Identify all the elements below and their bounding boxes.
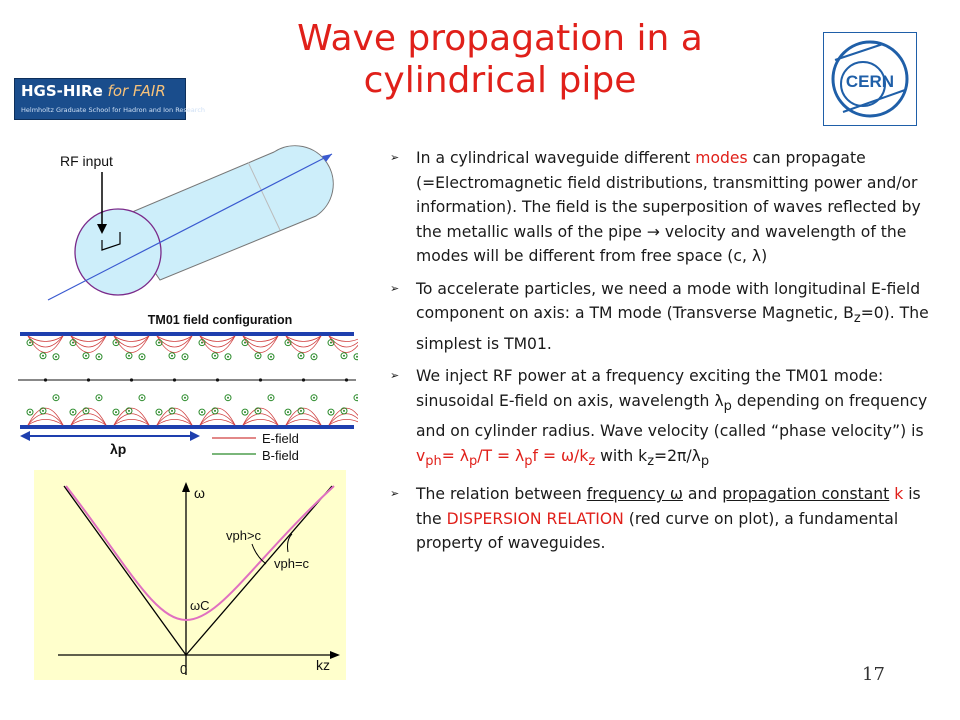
subscript: p xyxy=(723,398,732,414)
b-field-dot xyxy=(257,355,259,357)
b-field-dot xyxy=(128,355,130,357)
axis-field-dot xyxy=(173,378,176,381)
title-line-2: cylindrical pipe xyxy=(363,60,637,101)
bullet-arrow-icon: ➢ xyxy=(390,487,400,501)
e-field-label: E-field xyxy=(262,431,299,446)
axis-field-dot xyxy=(302,378,305,381)
omega-axis-label: ω xyxy=(194,485,205,501)
cern-logo xyxy=(823,32,917,126)
bullet-text: and xyxy=(682,485,723,504)
bullet-item-phase-velocity xyxy=(388,364,948,474)
b-field-dot xyxy=(300,355,302,357)
b-field-dot xyxy=(287,411,289,413)
subscript: p xyxy=(700,453,710,469)
subscript: p xyxy=(469,453,478,469)
bullet-item-tm-mode xyxy=(388,277,948,357)
bullet-text: =2π/λ xyxy=(654,446,701,465)
bullet-item-modes xyxy=(388,146,948,269)
b-field-dot xyxy=(313,356,315,358)
axis-field-dot xyxy=(87,378,90,381)
b-field-dot xyxy=(29,411,31,413)
b-field-dot xyxy=(55,397,57,399)
b-field-dot xyxy=(244,342,246,344)
axis-field-dot xyxy=(44,378,47,381)
highlight-modes: modes xyxy=(695,149,748,167)
b-field-dot xyxy=(128,410,130,412)
hgs-hire-logo xyxy=(14,78,206,120)
b-field-dot xyxy=(115,342,117,344)
bullet-text: is the xyxy=(416,485,921,528)
hgs-logo-subtitle: Helmholtz Graduate School for Hadron and Ion Research xyxy=(21,106,206,114)
cylinder-diagram xyxy=(40,140,360,305)
e-field-line xyxy=(200,336,235,342)
b-field-label: B-field xyxy=(262,448,299,463)
b-field-dot xyxy=(171,410,173,412)
b-field-dot xyxy=(270,397,272,399)
e-field-line xyxy=(286,419,321,425)
b-field-dot xyxy=(343,355,345,357)
b-field-dot xyxy=(244,411,246,413)
b-field-dot xyxy=(55,356,57,358)
highlight-dispersion-relation: DISPERSION RELATION xyxy=(446,509,624,528)
subscript: z xyxy=(588,453,596,469)
b-field-dot xyxy=(287,342,289,344)
lambda-p-label: λp xyxy=(110,441,127,457)
origin-label: 0 xyxy=(180,662,188,677)
subscript: z xyxy=(647,453,655,469)
pipe-wall-top xyxy=(20,332,354,336)
b-field-dot xyxy=(184,397,186,399)
slide-title xyxy=(230,18,770,102)
bullet-arrow-icon: ➢ xyxy=(390,281,400,295)
lambda-right-arrow-icon xyxy=(190,431,200,441)
plot-background xyxy=(34,470,346,680)
b-field-dot xyxy=(227,397,229,399)
e-field-line xyxy=(200,419,235,425)
formula: f = ω/k xyxy=(532,446,589,465)
b-field-dot xyxy=(300,410,302,412)
vph-eq-c-label: vph=c xyxy=(274,556,310,571)
hgs-logo-fair: for FAIR xyxy=(102,82,166,100)
bullet-text: can propagate (=Electromagnetic field distributions, transmitting power and/or information). The field is the superposition of waves reflected by the metallic walls of the pipe → velocity and wavelength of the modes will be different from free space (c, λ) xyxy=(416,149,921,265)
b-field-dot xyxy=(158,342,160,344)
e-field-line xyxy=(114,419,149,425)
title-line-1: Wave propagation in a xyxy=(297,18,703,59)
b-field-dot xyxy=(330,411,332,413)
subscript: z xyxy=(853,311,861,327)
b-field-dot xyxy=(214,410,216,412)
b-field-dot xyxy=(72,342,74,344)
b-field-dot xyxy=(85,355,87,357)
b-field-dot xyxy=(313,397,315,399)
hgs-logo-name: HGS-HIRe xyxy=(21,82,103,100)
bullet-text: To accelerate particles, we need a mode with longitudinal E-field component on axis: a TM mode (Transverse Magnetic, B xyxy=(416,279,921,322)
cern-logo-text: CERN xyxy=(845,72,895,91)
e-field-line xyxy=(243,336,278,342)
b-field-dot xyxy=(141,397,143,399)
b-field-dot xyxy=(356,356,358,358)
b-field-dot xyxy=(72,411,74,413)
b-field-dot xyxy=(98,356,100,358)
axis-field-dot xyxy=(345,378,348,381)
e-field-line xyxy=(243,419,278,425)
formula: v xyxy=(416,446,426,465)
bullet-text: In a cylindrical waveguide different xyxy=(416,149,696,167)
b-field-dot xyxy=(257,410,259,412)
bullet-text: depending on frequency and on cylinder radius. Wave velocity (called “phase velocity”) is xyxy=(416,391,928,441)
axis-field-dot xyxy=(259,378,262,381)
tm01-title: TM01 field configuration xyxy=(147,313,293,327)
bullet-item-dispersion xyxy=(388,482,948,556)
b-field-dot xyxy=(227,356,229,358)
pipe-end-disc xyxy=(75,209,161,295)
b-field-dot xyxy=(184,356,186,358)
e-field-line xyxy=(71,336,106,342)
kz-axis-label: kz xyxy=(316,657,330,673)
b-field-dot xyxy=(29,342,31,344)
formula: = λ xyxy=(441,446,469,465)
b-field-dot xyxy=(98,397,100,399)
b-field-dot xyxy=(141,356,143,358)
omega-c-label: ωC xyxy=(190,598,210,613)
underlined-term: frequency ω xyxy=(586,485,683,504)
bullet-text: =0). The simplest is TM01. xyxy=(416,304,929,353)
b-field-dot xyxy=(85,410,87,412)
bullet-text: (red curve on plot), a fundamental property of waveguides. xyxy=(416,509,899,553)
page-number: 17 xyxy=(862,664,885,685)
bullet-text: We inject RF power at a frequency exciting the TM01 mode: sinusoidal E-field on axis, wavelength λ xyxy=(416,367,884,410)
b-field-dot xyxy=(171,355,173,357)
b-field-dot xyxy=(343,410,345,412)
b-field-dot xyxy=(42,355,44,357)
e-field-line xyxy=(157,336,192,342)
underlined-term: propagation constant xyxy=(722,485,890,504)
e-field-line xyxy=(71,419,106,425)
vph-gt-c-label: vph>c xyxy=(226,528,262,543)
rf-input-label: RF input xyxy=(60,153,113,169)
b-field-dot xyxy=(42,410,44,412)
e-field-line xyxy=(28,336,63,342)
tm01-diagram xyxy=(18,308,358,468)
b-field-dot xyxy=(356,397,358,399)
b-field-dot xyxy=(330,342,332,344)
b-field-dot xyxy=(201,411,203,413)
axis-field-dot xyxy=(130,378,133,381)
b-field-dot xyxy=(158,411,160,413)
e-field-line xyxy=(286,336,321,342)
bullet-list xyxy=(388,146,948,564)
bullet-arrow-icon: ➢ xyxy=(390,151,400,164)
lambda-left-arrow-icon xyxy=(20,431,30,441)
e-field-line xyxy=(157,419,192,425)
axis-field-dot xyxy=(216,378,219,381)
subscript: ph xyxy=(425,453,442,469)
e-field-line xyxy=(114,336,149,342)
bullet-text: The relation between xyxy=(416,485,587,504)
b-field-dot xyxy=(214,355,216,357)
pipe-wall-bottom xyxy=(20,425,354,429)
b-field-dot xyxy=(115,411,117,413)
dispersion-plot xyxy=(34,470,346,680)
b-field-dot xyxy=(201,342,203,344)
subscript: p xyxy=(524,453,533,469)
bullet-text: with k xyxy=(595,446,648,465)
b-field-dot xyxy=(270,356,272,358)
formula: /T = λ xyxy=(477,446,525,465)
highlight-k: k xyxy=(894,485,904,504)
bullet-arrow-icon: ➢ xyxy=(390,369,400,383)
e-field-line xyxy=(28,419,63,425)
